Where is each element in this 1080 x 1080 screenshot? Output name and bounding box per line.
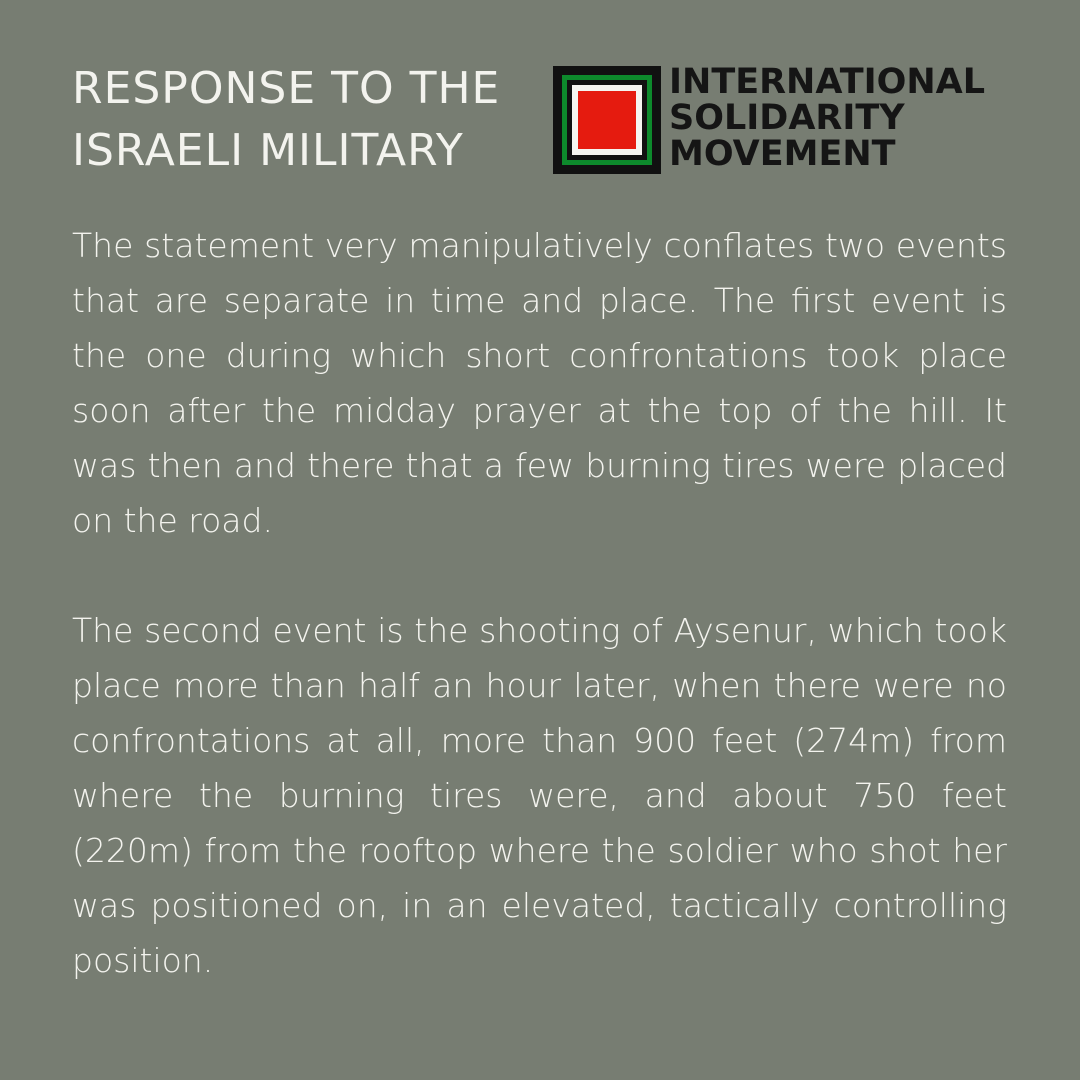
title-line-1: RESPONSE TO THE <box>72 63 501 114</box>
statement-body <box>72 218 1007 1043</box>
logo-line-3: MOVEMENT <box>669 134 896 174</box>
page-title <box>72 58 552 182</box>
logo-line-2: SOLIDARITY <box>669 98 905 138</box>
logo-line-1: INTERNATIONAL <box>669 62 986 102</box>
logo-square-icon <box>553 66 661 174</box>
paragraph-2: The second event is the shooting of Aysenur, which took place more than half an hour later, when there were no confrontations at all, more than 900 feet (274m) from where the burning tires were, and about 750 feet (220m) from the rooftop where the soldier who shot her was positioned on, in an elevated, tactically controlling position. <box>72 611 1007 980</box>
logo-wordmark <box>669 64 985 172</box>
title-line-2: ISRAELI MILITARY <box>72 125 464 176</box>
paragraph-1: The statement very manipulatively conflates two events that are separate in time and place. The first event is the one during which short confrontations took place soon after the midday prayer at the top of the hill. It was then and there that a few burning tires were placed on the road. <box>72 226 1007 540</box>
ism-logo <box>553 64 1008 176</box>
